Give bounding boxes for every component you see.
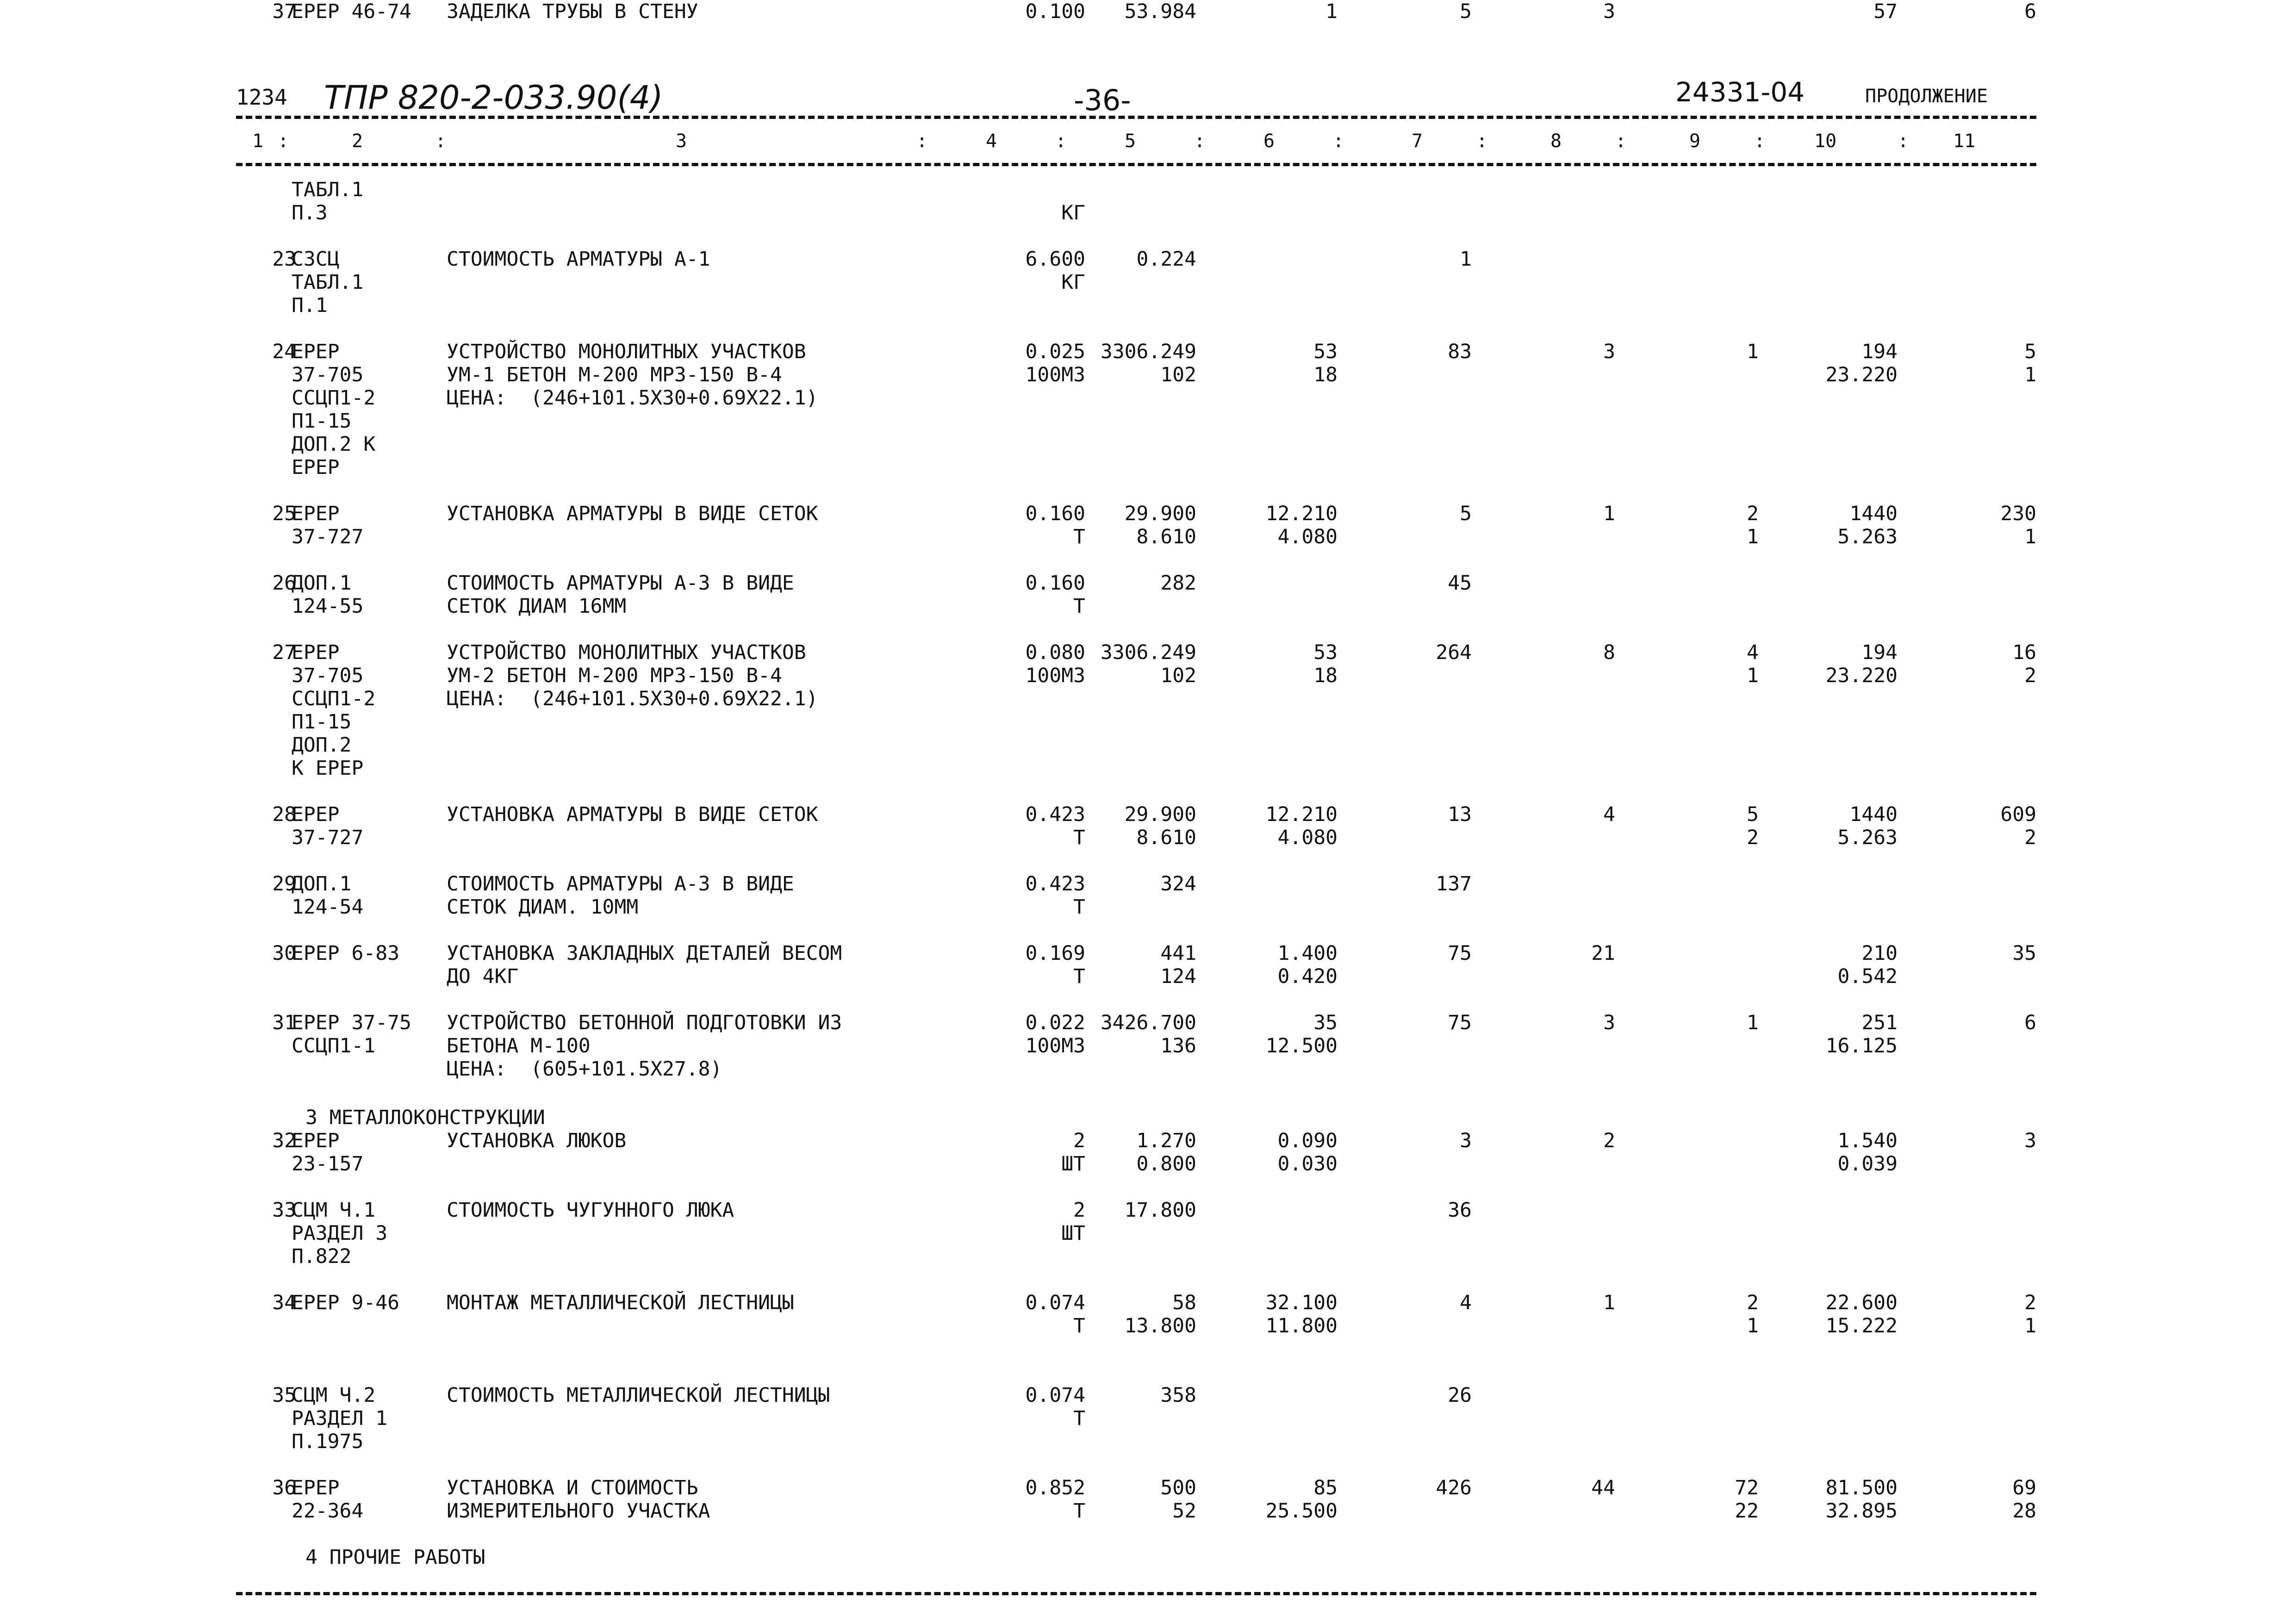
row-code: ЕРЕР 37-705 ССЦП1-2 П1-15 ДОП.2 К ЕРЕР — [292, 641, 376, 780]
column-header-6: 6 — [1263, 131, 1275, 152]
row-code: ЕРЕР 37-705 ССЦП1-2 П1-15 ДОП.2 К ЕРЕР — [292, 340, 376, 479]
row-cell-col-11: 230 1 — [2000, 502, 2036, 548]
row-code: ДОП.1 124-54 — [292, 872, 364, 919]
column-separator: : — [1333, 131, 1344, 152]
row-code: ДОП.1 124-55 — [292, 572, 364, 618]
column-header-8: 8 — [1550, 131, 1562, 152]
row-cell-col-7: 3 — [1460, 1129, 1472, 1152]
row-description: УСТАНОВКА ЛЮКОВ — [447, 1129, 627, 1152]
row-cell-col-6: 1 — [1325, 0, 1338, 23]
row-cell-col-10: 57 — [1873, 0, 1898, 23]
row-cell-col-5: 358 — [1160, 1384, 1196, 1407]
column-separator: : — [916, 131, 928, 152]
row-cell-col-4: 0.080 100М3 — [1025, 641, 1085, 687]
column-header-1: 1 — [252, 131, 264, 152]
row-cell-col-8: 3 — [1603, 1011, 1615, 1034]
row-cell-col-9: 4 1 — [1747, 641, 1759, 687]
row-number: 34 — [272, 1291, 296, 1314]
column-header-2: 2 — [352, 131, 363, 152]
row-code: СЦМ Ч.1 РАЗДЕЛ 3 П.822 — [292, 1199, 388, 1268]
row-cell-col-4: 6.600 КГ — [1025, 248, 1085, 294]
column-separator: : — [1754, 131, 1766, 152]
row-cell-col-11: 16 2 — [2012, 641, 2036, 687]
row-cell-col-4: 0.022 100М3 — [1025, 1011, 1085, 1057]
row-cell-col-4: 0.160 Т — [1025, 502, 1085, 548]
row-cell-col-6: 12.210 4.080 — [1265, 803, 1338, 849]
row-cell-col-9: 1 — [1747, 340, 1759, 363]
row-cell-col-7: 26 — [1448, 1384, 1472, 1407]
row-cell-col-5: 3306.249 102 — [1100, 340, 1196, 386]
row-number: 37 — [272, 0, 296, 23]
row-cell-col-8: 44 — [1591, 1476, 1615, 1499]
column-header-5: 5 — [1125, 131, 1136, 152]
row-cell-col-5: 29.900 8.610 — [1124, 803, 1196, 849]
column-separator: : — [1898, 131, 1909, 152]
column-separator: : — [1194, 131, 1206, 152]
row-cell-col-8: 2 — [1603, 1129, 1615, 1152]
row-code: ЕРЕР 37-727 — [292, 502, 364, 548]
row-description: УСТРОЙСТВО МОНОЛИТНЫХ УЧАСТКОВ УМ-1 БЕТОН М-200 МРЗ-150 В-4 ЦЕНА: (246+101.5Х30+0.69Х22.1) — [447, 340, 818, 410]
row-description: СТОИМОСТЬ АРМАТУРЫ А-3 В ВИДЕ СЕТОК ДИАМ 16ММ — [447, 572, 794, 618]
row-cell-col-4: 0.423 Т — [1025, 872, 1085, 919]
row-number: 28 — [272, 803, 296, 826]
row-number: 26 — [272, 572, 296, 595]
row-cell-col-7: 13 — [1448, 803, 1472, 826]
row-code: ЕРЕР 37-75 ССЦП1-1 — [292, 1011, 411, 1057]
document-number: 24331-04 — [1675, 76, 1805, 108]
row-cell-col-8: 1 — [1603, 1291, 1615, 1314]
row-cell-col-8: 4 — [1603, 803, 1615, 826]
row-number: 33 — [272, 1199, 296, 1222]
row-cell-col-10: 81.500 32.895 — [1825, 1476, 1898, 1523]
row-description: УСТАНОВКА АРМАТУРЫ В ВИДЕ СЕТОК — [447, 502, 818, 525]
row-cell-col-5: 17.800 — [1124, 1199, 1196, 1222]
column-header-10: 10 — [1814, 131, 1837, 152]
column-header-11: 11 — [1953, 131, 1976, 152]
row-cell-col-4: 0.160 Т — [1025, 572, 1085, 618]
column-header-9: 9 — [1689, 131, 1701, 152]
row-cell-col-11: 6 — [2024, 0, 2036, 23]
row-cell-col-7: 5 — [1460, 502, 1472, 525]
header-rule-top — [236, 116, 2036, 119]
row-description: ЗАДЕЛКА ТРУБЫ В СТЕНУ — [447, 0, 698, 23]
row-cell-col-10: 194 23.220 — [1825, 641, 1898, 687]
row-cell-col-5: 500 52 — [1160, 1476, 1196, 1523]
row-number: 32 — [272, 1129, 296, 1152]
row-code: СЗСЦ ТАБЛ.1 П.1 — [292, 248, 364, 317]
row-description: СТОИМОСТЬ МЕТАЛЛИЧЕСКОЙ ЛЕСТНИЦЫ — [447, 1384, 830, 1407]
row-code: ЕРЕР 6-83 — [292, 942, 399, 965]
row-cell-col-11: 6 — [2024, 1011, 2036, 1034]
row-description: УСТАНОВКА И СТОИМОСТЬ ИЗМЕРИТЕЛЬНОГО УЧАСТКА — [447, 1476, 710, 1523]
row-cell-col-10: 22.600 15.222 — [1825, 1291, 1898, 1337]
row-number: 29 — [272, 872, 296, 895]
footer-rule — [236, 1592, 2036, 1595]
row-description: СТОИМОСТЬ АРМАТУРЫ А-1 — [447, 248, 710, 271]
row-cell-col-6: 12.210 4.080 — [1265, 502, 1338, 548]
section-heading: 4 ПРОЧИЕ РАБОТЫ — [305, 1546, 485, 1569]
row-cell-col-7: 75 — [1448, 1011, 1472, 1034]
row-cell-col-8: 21 — [1591, 942, 1615, 965]
row-code: ЕРЕР 9-46 — [292, 1291, 399, 1314]
column-separator: : — [1476, 131, 1488, 152]
row-description: МОНТАЖ МЕТАЛЛИЧЕСКОЙ ЛЕСТНИЦЫ — [447, 1291, 794, 1314]
row-cell-col-7: 4 — [1460, 1291, 1472, 1314]
row-cell-col-6: 0.090 0.030 — [1277, 1129, 1338, 1175]
row-description: СТОИМОСТЬ АРМАТУРЫ А-3 В ВИДЕ СЕТОК ДИАМ. 10ММ — [447, 872, 794, 919]
row-cell-col-5: 282 — [1160, 572, 1196, 595]
row-cell-col-7: 5 — [1460, 0, 1472, 23]
row-cell-col-5: 1.270 0.800 — [1136, 1129, 1196, 1175]
header-rule-bottom — [236, 163, 2036, 166]
row-cell-col-5: 324 — [1160, 872, 1196, 895]
column-header-4: 4 — [986, 131, 997, 152]
row-cell-col-7: 75 — [1448, 942, 1472, 965]
column-separator: : — [1615, 131, 1627, 152]
continuation-label: ПРОДОЛЖЕНИЕ — [1865, 86, 1988, 107]
row-cell-col-4: 0.074 Т — [1025, 1291, 1085, 1337]
row-cell-col-7: 426 — [1436, 1476, 1472, 1499]
sheet-number: 1234 — [236, 85, 287, 110]
row-cell-col-7: 137 — [1436, 872, 1472, 895]
row-cell-col-5: 29.900 8.610 — [1124, 502, 1196, 548]
row-number: 25 — [272, 502, 296, 525]
row-cell-col-8: 8 — [1603, 641, 1615, 664]
row-code: ЕРЕР 22-364 — [292, 1476, 364, 1523]
page-number: -36- — [1074, 83, 1131, 117]
row-cell-col-8: 3 — [1603, 340, 1615, 363]
section-heading: 3 МЕТАЛЛОКОНСТРУКЦИИ — [305, 1106, 545, 1129]
row-cell-col-10: 194 23.220 — [1825, 340, 1898, 386]
row-cell-col-10: 1440 5.263 — [1837, 502, 1898, 548]
row-cell-col-5: 0.224 — [1136, 248, 1196, 271]
column-separators: : — [278, 131, 289, 152]
row-cell-col-10: 1.540 0.039 — [1837, 1129, 1898, 1175]
row-description: СТОИМОСТЬ ЧУГУННОГО ЛЮКА — [447, 1199, 734, 1222]
row-code: СЦМ Ч.2 РАЗДЕЛ 1 П.1975 — [292, 1384, 388, 1453]
row-cell-col-8: 1 — [1603, 502, 1615, 525]
row-cell-col-4: КГ — [1061, 201, 1085, 224]
row-number: 36 — [272, 1476, 296, 1499]
row-code: ЕРЕР 37-727 — [292, 803, 364, 849]
row-cell-col-7: 45 — [1448, 572, 1472, 595]
row-code: ЕРЕР 23-157 — [292, 1129, 364, 1175]
row-cell-col-11: 2 1 — [2024, 1291, 2036, 1337]
row-description: УСТАНОВКА АРМАТУРЫ В ВИДЕ СЕТОК — [447, 803, 818, 826]
row-cell-col-4: 2 ШТ — [1061, 1129, 1085, 1175]
row-code: ЕРЕР 46-74 — [292, 0, 411, 23]
row-cell-col-6: 32.100 11.800 — [1265, 1291, 1338, 1337]
row-cell-col-9: 2 1 — [1747, 1291, 1759, 1337]
row-cell-col-5: 3426.700 136 — [1100, 1011, 1196, 1057]
row-cell-col-10: 210 0.542 — [1837, 942, 1898, 988]
row-number: 23 — [272, 248, 296, 271]
row-number: 27 — [272, 641, 296, 664]
row-cell-col-7: 83 — [1448, 340, 1472, 363]
row-cell-col-6: 1.400 0.420 — [1277, 942, 1338, 988]
row-description: УСТРОЙСТВО МОНОЛИТНЫХ УЧАСТКОВ УМ-2 БЕТОН М-200 МРЗ-150 В-4 ЦЕНА: (246+101.5Х30+0.69Х22.1) — [447, 641, 818, 710]
row-cell-col-11: 5 1 — [2024, 340, 2036, 386]
row-cell-col-11: 35 — [2012, 942, 2036, 965]
row-description: УСТАНОВКА ЗАКЛАДНЫХ ДЕТАЛЕЙ ВЕСОМ ДО 4КГ — [447, 942, 842, 988]
row-cell-col-4: 0.169 Т — [1025, 942, 1085, 988]
row-description: УСТРОЙСТВО БЕТОННОЙ ПОДГОТОВКИ ИЗ БЕТОНА М-100 ЦЕНА: (605+101.5Х27.8) — [447, 1011, 842, 1081]
row-number: 24 — [272, 340, 296, 363]
column-header-3: 3 — [676, 131, 687, 152]
column-separator: : — [1055, 131, 1067, 152]
row-cell-col-9: 72 22 — [1735, 1476, 1759, 1523]
row-cell-col-9: 5 2 — [1747, 803, 1759, 849]
row-cell-col-9: 1 — [1747, 1011, 1759, 1034]
row-cell-col-7: 1 — [1460, 248, 1472, 271]
row-cell-col-5: 441 124 — [1160, 942, 1196, 988]
project-code: ТПР 820-2-033.90(4) — [324, 79, 663, 117]
row-cell-col-9: 2 1 — [1747, 502, 1759, 548]
row-cell-col-7: 264 — [1436, 641, 1472, 664]
row-cell-col-6: 85 25.500 — [1265, 1476, 1338, 1523]
row-cell-col-4: 0.423 Т — [1025, 803, 1085, 849]
row-cell-col-4: 0.100 — [1025, 0, 1085, 23]
row-cell-col-4: 2 ШТ — [1061, 1199, 1085, 1245]
row-cell-col-10: 251 16.125 — [1825, 1011, 1898, 1057]
row-cell-col-4: 0.852 Т — [1025, 1476, 1085, 1523]
row-cell-col-11: 3 — [2024, 1129, 2036, 1152]
row-cell-col-6: 53 18 — [1313, 641, 1338, 687]
row-cell-col-8: 3 — [1603, 0, 1615, 23]
row-number: 30 — [272, 942, 296, 965]
row-cell-col-5: 58 13.800 — [1124, 1291, 1196, 1337]
row-number: 31 — [272, 1011, 296, 1034]
row-cell-col-6: 53 18 — [1313, 340, 1338, 386]
column-header-7: 7 — [1412, 131, 1423, 152]
row-cell-col-10: 1440 5.263 — [1837, 803, 1898, 849]
row-number: 35 — [272, 1384, 296, 1407]
row-cell-col-4: 0.025 100М3 — [1025, 340, 1085, 386]
row-cell-col-7: 36 — [1448, 1199, 1472, 1222]
row-cell-col-5: 3306.249 102 — [1100, 641, 1196, 687]
row-cell-col-5: 53.984 — [1124, 0, 1196, 23]
row-cell-col-6: 35 12.500 — [1265, 1011, 1338, 1057]
row-cell-col-11: 609 2 — [2000, 803, 2036, 849]
column-separator: : — [435, 131, 447, 152]
row-cell-col-11: 69 28 — [2012, 1476, 2036, 1523]
row-code: ТАБЛ.1 П.3 — [292, 178, 364, 224]
row-cell-col-4: 0.074 Т — [1025, 1384, 1085, 1430]
